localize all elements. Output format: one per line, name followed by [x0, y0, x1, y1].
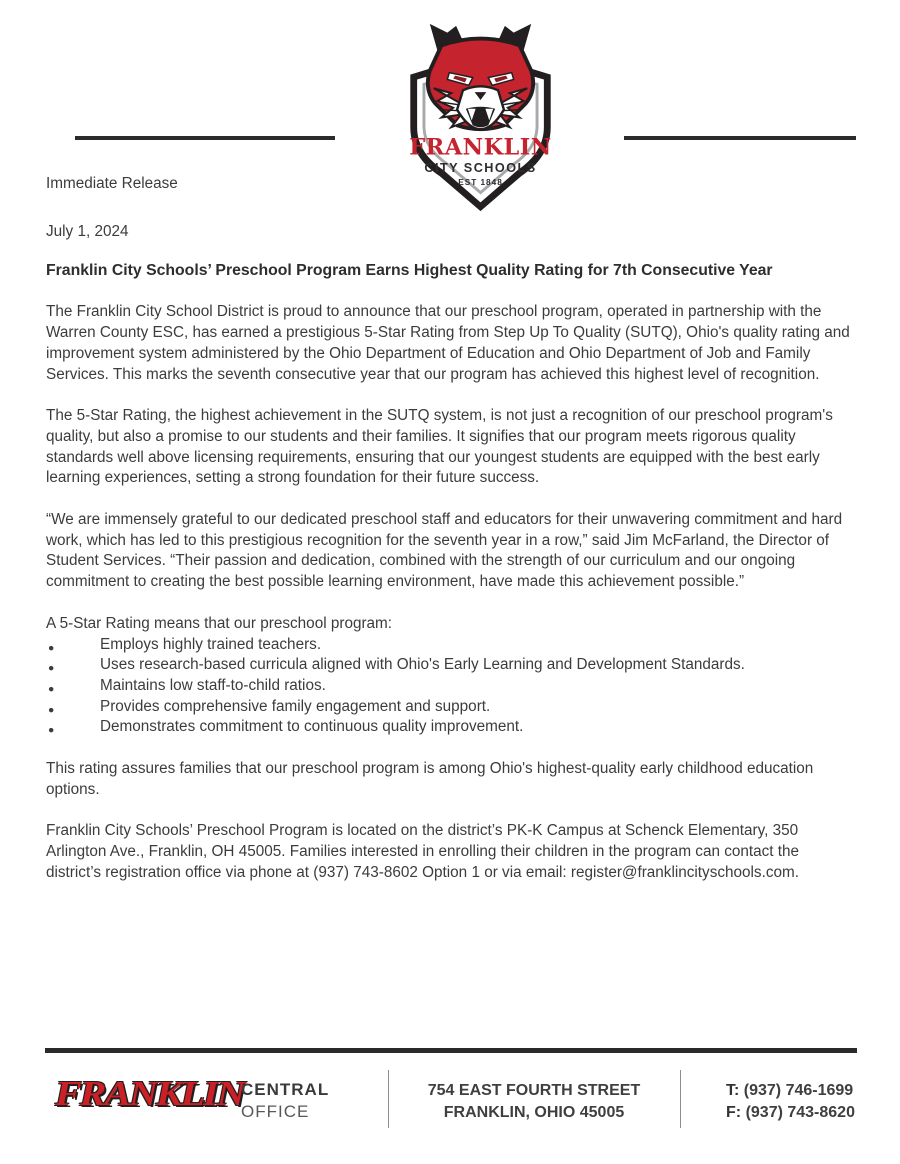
- phone-label: T:: [726, 1082, 740, 1099]
- release-type-label: Immediate Release: [46, 175, 178, 192]
- logo-name-bottom: CITY SCHOOLS: [424, 161, 537, 176]
- wildcat-head: [428, 24, 533, 129]
- bullet-icon: ●: [48, 641, 55, 654]
- fax-line: [726, 1102, 855, 1124]
- fax-label: F:: [726, 1104, 742, 1121]
- list-item: [46, 676, 854, 697]
- footer-divider-left: [388, 1070, 389, 1128]
- list-item-text: Maintains low staff-to-child ratios.: [100, 676, 326, 694]
- paragraph-quote: “We are immensely grateful to our dedicated preschool staff and educators for their unwavering commitment and hard work, which has led to this prestigious recognition for the seventh year in a row,” said Jim McFarland, the Director of Student Services. “Their passion and dedication, combined with the strength of our curriculum and our ongoing commitment to creating the best possible learning environment, have made this achievement possible.”: [46, 511, 843, 591]
- franklin-wordmark: FRANKLIN: [55, 1073, 244, 1113]
- office-label-central: CENTRAL: [241, 1080, 330, 1099]
- bullet-icon: ●: [48, 703, 55, 716]
- list-item: [46, 655, 854, 676]
- paragraph-contact-info: Franklin City Schools’ Preschool Program is located on the district’s PK-K Campus at Schenck Elementary, 350 Arlington Ave., Franklin, OH 45005. Families interested in enrolling their children in the program can contact the district’s registration office via phone at (937) 743-8602 Option 1 or via email: register@franklincityschools.com.: [46, 822, 800, 881]
- list-item-text: Employs highly trained teachers.: [100, 635, 322, 653]
- office-label-office: OFFICE: [241, 1102, 310, 1121]
- phone-number: (937) 746-1699: [743, 1082, 854, 1099]
- bullet-icon: ●: [48, 724, 55, 737]
- list-intro: A 5-Star Rating means that our preschool program:: [46, 614, 393, 632]
- footer-divider-right: [680, 1070, 681, 1128]
- bullet-icon: ●: [48, 662, 55, 675]
- address-street: 754 EAST FOURTH STREET: [427, 1082, 641, 1099]
- list-item: [46, 635, 854, 656]
- header-rule-left: [75, 136, 335, 140]
- office-label: [241, 1079, 329, 1123]
- paragraph-assurance: This rating assures families that our preschool program is among Ohio's highest-quality early childhood education options.: [46, 760, 814, 798]
- footer-address: [398, 1080, 670, 1124]
- address-city: FRANKLIN, OHIO 45005: [443, 1104, 625, 1121]
- list-item: [46, 697, 854, 718]
- release-date: July 1, 2024: [46, 222, 129, 240]
- footer-phones: [726, 1080, 855, 1124]
- bullet-icon: ●: [48, 682, 55, 695]
- list-item: [46, 717, 854, 738]
- logo-est-label: EST 1848: [458, 177, 503, 187]
- header-rule-right: [624, 136, 856, 140]
- paragraph-announcement: The Franklin City School District is proud to announce that our preschool program, operated in partnership with the Warren County ESC, has earned a prestigious 5-Star Rating from Step Up To Quality (SUTQ), Ohio's quality rating and improvement system administered by the Ohio Department of Education and Ohio Department of Job and Family Services. This marks the seventh consecutive year that our program has achieved this highest level of recognition.: [46, 303, 850, 383]
- fax-number: (937) 743-8620: [745, 1104, 855, 1121]
- press-release-body: [46, 174, 854, 905]
- logo-name-top: FRANKLIN: [409, 134, 552, 161]
- list-item-text: Demonstrates commitment to continuous quality improvement.: [100, 718, 524, 736]
- phone-line: [726, 1080, 855, 1102]
- rating-benefits-list: [46, 635, 854, 739]
- list-item-text: Provides comprehensive family engagement and support.: [100, 697, 491, 715]
- footer-rule: [45, 1048, 857, 1053]
- paragraph-rating-meaning: The 5-Star Rating, the highest achievement in the SUTQ system, is not just a recognition of our preschool program's quality, but also a promise to our students and their families. It signifies that our program meets rigorous quality standards well above licensing requirements, ensuring that our youngest students are equipped with the best early learning experiences, setting a strong foundation for their future success.: [46, 407, 833, 487]
- headline: Franklin City Schools’ Preschool Program Earns Highest Quality Rating for 7th Consecutive Year: [46, 262, 773, 280]
- list-item-text: Uses research-based curricula aligned with Ohio's Early Learning and Development Standards.: [100, 656, 745, 674]
